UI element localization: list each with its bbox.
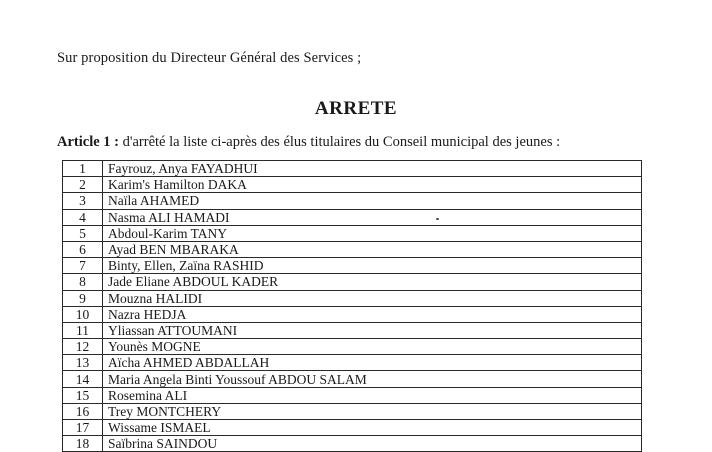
member-name: Nasma ALI HAMADI	[103, 209, 642, 225]
member-name: Yliassan ATTOUMANI	[103, 322, 642, 338]
member-name: Fayrouz, Anya FAYADHUI	[103, 161, 642, 177]
member-name: Mouzna HALIDI	[103, 290, 642, 306]
table-row	[63, 403, 642, 419]
row-number: 2	[63, 177, 103, 193]
document-heading: ARRETE	[314, 98, 398, 119]
table-row	[63, 420, 642, 436]
table-row	[63, 161, 642, 177]
member-name: Binty, Ellen, Zaïna RASHID	[103, 258, 642, 274]
scan-speck	[436, 218, 439, 220]
row-number: 8	[63, 274, 103, 290]
member-name: Naïla AHAMED	[103, 193, 642, 209]
member-name: Abdoul-Karim TANY	[103, 225, 642, 241]
member-name: Wissame ISMAEL	[103, 420, 642, 436]
row-number: 17	[63, 420, 103, 436]
table-row	[63, 436, 642, 452]
table-row	[63, 290, 642, 306]
table-row	[63, 193, 642, 209]
table-row	[63, 322, 642, 338]
row-number: 4	[63, 209, 103, 225]
row-number: 13	[63, 355, 103, 371]
row-number: 12	[63, 339, 103, 355]
table-row	[63, 355, 642, 371]
row-number: 5	[63, 225, 103, 241]
member-name: Jade Eliane ABDOUL KADER	[103, 274, 642, 290]
table-row	[63, 258, 642, 274]
row-number: 7	[63, 258, 103, 274]
row-number: 18	[63, 436, 103, 452]
member-name: Karim's Hamilton DAKA	[103, 177, 642, 193]
row-number: 9	[63, 290, 103, 306]
row-number: 11	[63, 322, 103, 338]
article-label: Article 1 :	[57, 134, 119, 150]
proposal-line: Sur proposition du Directeur Général des Services ;	[57, 50, 362, 66]
member-name: Saïbrina SAINDOU	[103, 436, 642, 452]
table-row	[63, 339, 642, 355]
table-row	[63, 274, 642, 290]
row-number: 3	[63, 193, 103, 209]
table-row	[63, 177, 642, 193]
row-number: 6	[63, 241, 103, 257]
table-row	[63, 387, 642, 403]
row-number: 10	[63, 306, 103, 322]
members-table	[62, 160, 642, 452]
row-number: 16	[63, 403, 103, 419]
member-name: Trey MONTCHERY	[103, 403, 642, 419]
row-number: 14	[63, 371, 103, 387]
member-name: Younès MOGNE	[103, 339, 642, 355]
table-row	[63, 241, 642, 257]
member-name: Nazra HEDJA	[103, 306, 642, 322]
table-row	[63, 225, 642, 241]
member-name: Ayad BEN MBARAKA	[103, 241, 642, 257]
table-row	[63, 306, 642, 322]
row-number: 1	[63, 161, 103, 177]
article-text: d'arrêté la liste ci-après des élus titulaires du Conseil municipal des jeunes :	[119, 134, 561, 150]
member-name: Aïcha AHMED ABDALLAH	[103, 355, 642, 371]
table-row	[63, 371, 642, 387]
article-1	[57, 134, 560, 151]
member-name: Maria Angela Binti Youssouf ABDOU SALAM	[103, 371, 642, 387]
row-number: 15	[63, 387, 103, 403]
member-name: Rosemina ALI	[103, 387, 642, 403]
table-row	[63, 209, 642, 225]
